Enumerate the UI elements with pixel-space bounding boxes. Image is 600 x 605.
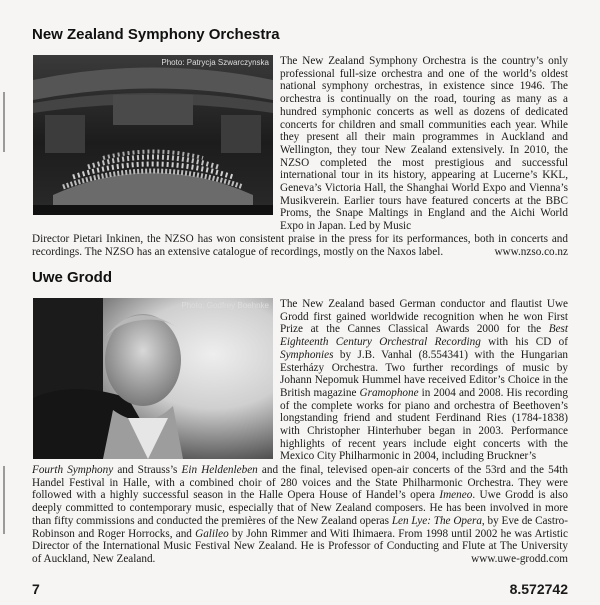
grodd-side-text-3: by J.B. Vanhal (8.554341) with the Hungarian Esterházy Orchestra. Two further recordings of music by Johann Nepomuk Hummel have received Editor’s Choice in the British magazine (280, 348, 568, 399)
grodd-paragraph-full (32, 464, 568, 566)
grodd-full-italic-5: Galileo (195, 527, 229, 540)
grodd-side-text-2: with his CD of (480, 336, 568, 349)
nzso-paragraph-full (32, 233, 568, 258)
grodd-full-text-5: by John Rimmer and Witi Ihimaera. From 1998 until 2002 he was Artistic Director of the International Music Festival New Zealand. He is Professor of Conducting and Flute at The University of Auckland, New Zealand. (32, 527, 569, 565)
grodd-website-link[interactable]: www.uwe-grodd.com (471, 552, 568, 565)
grodd-side-italic-1: Best Eighteenth Century Orchestral Recording (280, 323, 568, 349)
grodd-full-text-2: and the final, televised open-air concerts of the 53rd and the 54th Handel Festival in Halle, with a combined choir of 280 voices and the State Philharmonic Orchestra. They were followed with a highly successful season in the Halle Opera House of Handel’s opera (32, 464, 568, 502)
orchestra-image (33, 55, 273, 215)
grodd-full-italic-4: Len Lye: The Opera (391, 514, 482, 527)
photo-credit-nzso: Photo: Patrycja Szwarczynska (161, 58, 269, 67)
edge-mark-top (3, 92, 5, 152)
grodd-full-text-1: and Strauss’s (113, 464, 182, 476)
grodd-paragraph-side (280, 298, 568, 463)
nzso-body-side (280, 55, 568, 233)
section-heading-grodd: Uwe Grodd (32, 269, 113, 286)
grodd-side-italic-2: Symphonies (280, 348, 334, 361)
grodd-side-italic-3: Gramophone (359, 386, 419, 399)
grodd-body-side (280, 298, 568, 463)
orchestra-photo (33, 55, 273, 215)
grodd-side-text-4: in 2004 and 2008. His recording of the complete works for piano and orchestra of Beethoven’s longstanding friend and student Ferdinand Ries (1784-1838) with Christopher Hinterhuber began in 2003. Performance highlights of recent years include eight concerts with the Mexico City Philharmonic in 2004, including Bruckner’s (280, 386, 568, 463)
grodd-full-italic-3: Imeneo (439, 489, 473, 502)
section-heading-nzso: New Zealand Symphony Orchestra (32, 26, 280, 43)
grodd-body-full (32, 464, 568, 566)
conductor-photo (33, 298, 273, 459)
nzso-body-full (32, 233, 568, 258)
edge-mark-bottom (3, 466, 5, 534)
catalogue-number: 8.572742 (509, 581, 568, 597)
conductor-image (33, 298, 273, 459)
grodd-full-italic-1: Fourth Symphony (32, 464, 114, 476)
page-number: 7 (32, 581, 40, 597)
nzso-website-link[interactable]: www.nzso.co.nz (494, 245, 568, 258)
grodd-full-italic-2: Ein Heldenleben (181, 464, 258, 476)
photo-credit-grodd: Photo: Godfrey Boehnke (181, 301, 269, 310)
grodd-full-text-4: , by Eve de Castro-Robinson and Roger Horrocks, and (32, 514, 569, 540)
grodd-full-text-3: . Uwe Grodd is also deeply committed to contemporary music, especially that of New Zealand composers. He has been involved in more than fifty commissions and conducted the premières of the New Zealand operas (32, 489, 568, 527)
nzso-paragraph-side: The New Zealand Symphony Orchestra is the country’s only professional full-size orchestra and one of the world’s oldest national symphony orchestras, in existence since 1946. The orchestra is continually on the road, touring as many as a hundred symphonic concerts as well as dozens of dedicated concerts for children and small communities each year. While they present all their main programmes in Auckland and Wellington, they tour New Zealand extensively. In 2010, the NZSO completed the most prestigious and successful international tour in its history, appearing at Lucerne’s KKL, Geneva’s Victoria Hall, the Shanghai World Expo and Vienna’s Musikverein. Earlier tours have featured concerts at the BBC Proms, the Snape Maltings in England and the Aichi World Expo in Japan. Led by Music (280, 55, 568, 233)
grodd-side-text-1: The New Zealand based German conductor and flautist Uwe Grodd first gained worldwide recognition when he won First Prize at the Cannes Classical Awards 2000 for the (280, 298, 568, 336)
nzso-text-full: Director Pietari Inkinen, the NZSO has won consistent praise in the press for its performances, both in concerts and recordings. The NZSO has an extensive catalogue of recordings, mostly on the Naxos label. (32, 233, 568, 258)
